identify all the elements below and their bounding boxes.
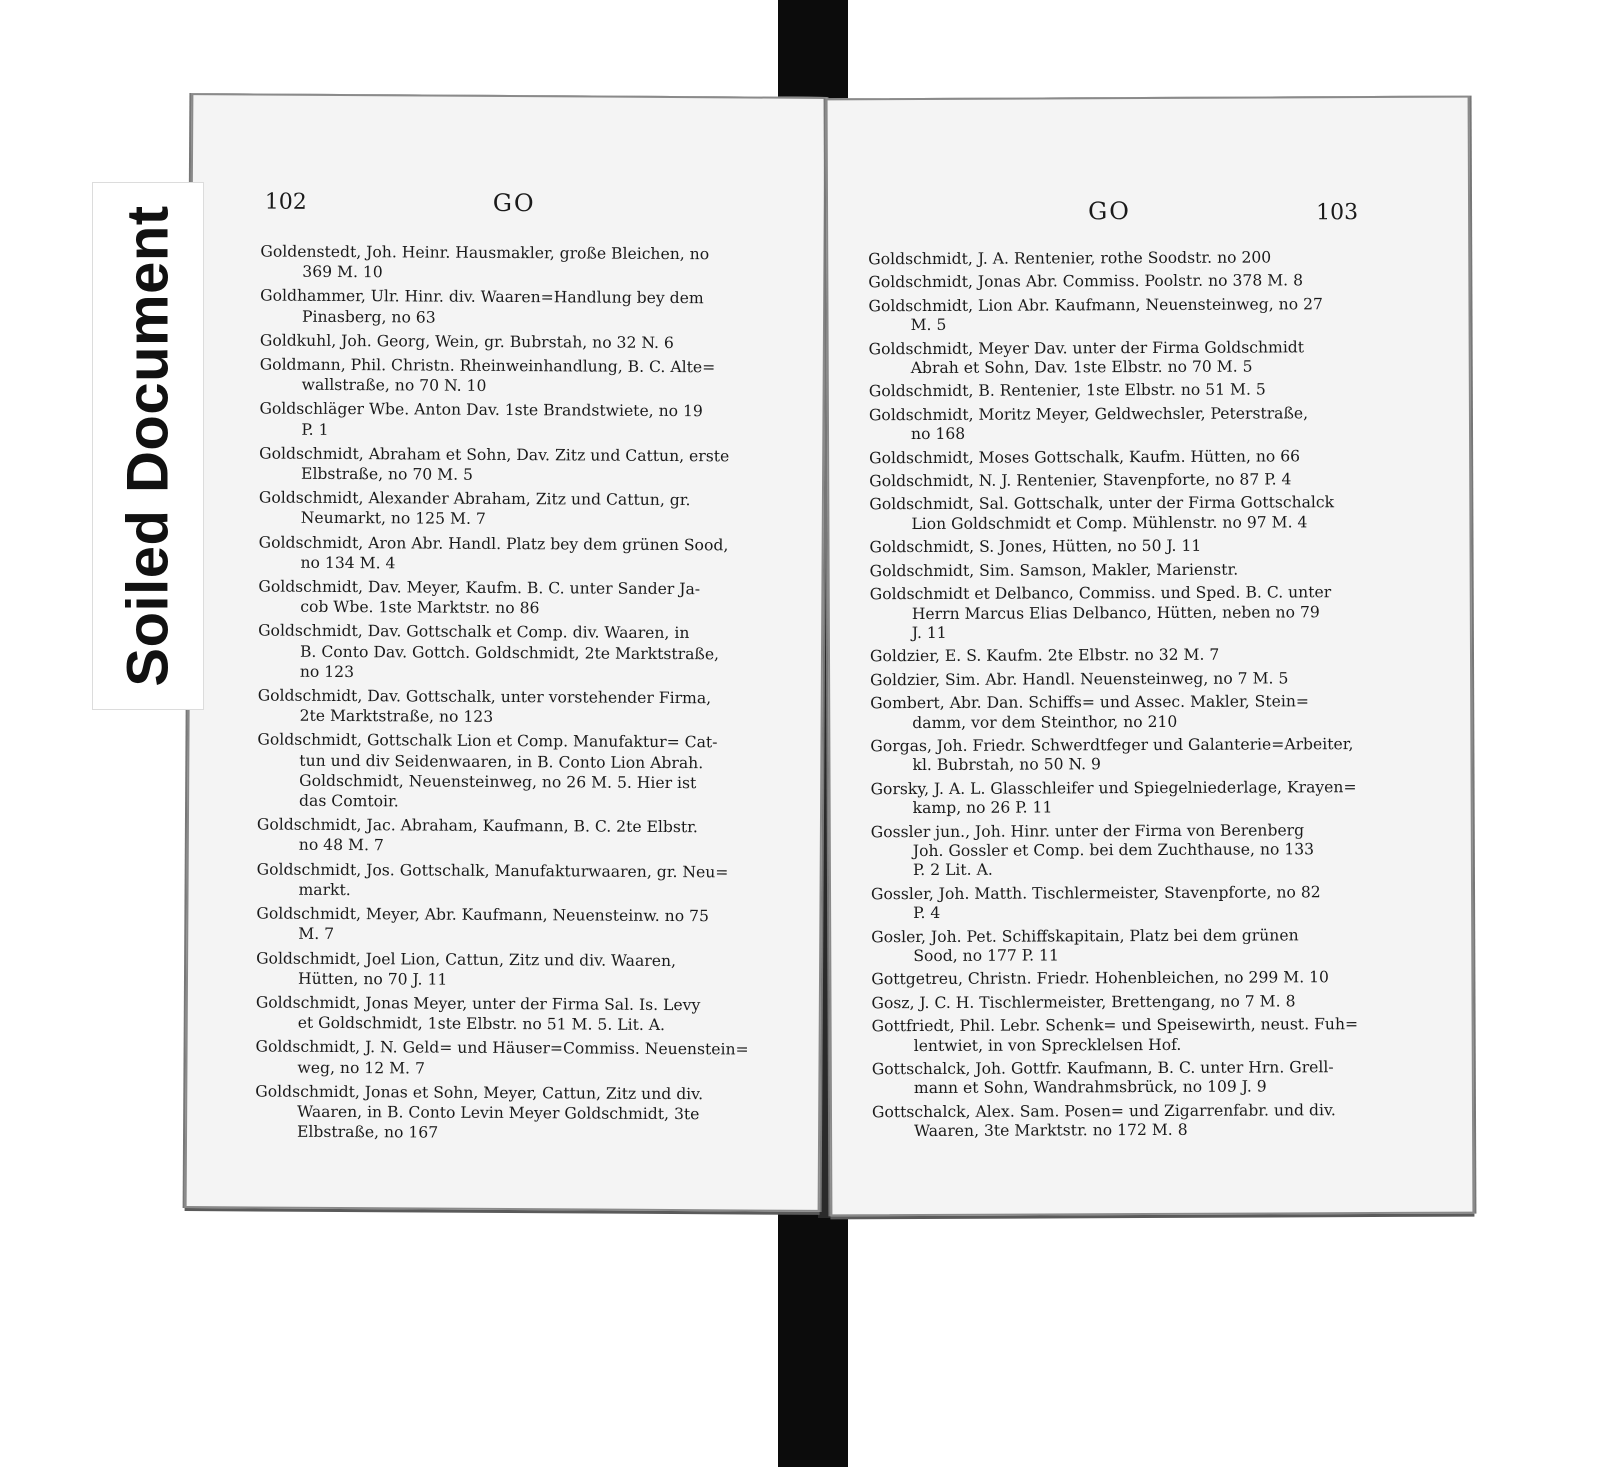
soiled-document-text: Soiled Document bbox=[115, 205, 181, 687]
directory-entry: Goldschmidt et Delbanco, Commiss. und Sped. B. C. unter Herrn Marcus Elias Delbanco, Hütten, neben no 79 J. 11 bbox=[869, 583, 1332, 642]
directory-entry: Gombert, Abr. Dan. Schiffs= und Assec. Makler, Stein= damm, vor dem Steinthor, no 210 bbox=[870, 692, 1309, 732]
directory-entry: Goldschmidt, Moritz Meyer, Geldwechsler, Peterstraße, no 168 bbox=[868, 404, 1309, 444]
directory-entry: Gossler, Joh. Matth. Tischlermeister, Stavenpforte, no 82 P. 4 bbox=[870, 883, 1321, 923]
directory-entry: Goldschmidt, Jonas et Sohn, Meyer, Cattun, Zitz und div. Waaren, in B. Conto Levin Meyer Goldschmidt, 3te Elbstraße, no 167 bbox=[255, 1082, 704, 1142]
directory-entry: Goldschmidt, N. J. Rentenier, Stavenpforte, no 87 P. 4 bbox=[869, 470, 1292, 491]
directory-entry: Goldschmidt, Dav. Gottschalk et Comp. div. Waaren, in B. Conto Dav. Gottch. Goldschmidt, 2te Marktstraße, no 123 bbox=[258, 621, 720, 681]
directory-entry: Gottgetreu, Christn. Friedr. Hohenbleichen, no 299 M. 10 bbox=[871, 968, 1329, 989]
left-page bbox=[185, 93, 827, 1212]
directory-entry: Goldzier, Sim. Abr. Handl. Neuensteinweg, no 7 M. 5 bbox=[870, 669, 1289, 689]
directory-entry: Goldmann, Phil. Christn. Rheinweinhandlung, B. C. Alte= wallstraße, no 70 N. 10 bbox=[259, 355, 716, 396]
directory-entry: Goldschmidt, Moses Gottschalk, Kaufm. Hütten, no 66 bbox=[869, 446, 1301, 467]
directory-entries-left bbox=[255, 241, 757, 1148]
directory-entry: Goldschmidt, Abraham et Sohn, Dav. Zitz und Cattun, erste Elbstraße, no 70 M. 5 bbox=[259, 444, 730, 484]
directory-entry: Gossler jun., Joh. Hinr. unter der Firma von Berenberg Joh. Gossler et Comp. bei dem Zuchthause, no 133 P. 2 Lit. A. bbox=[870, 820, 1315, 880]
directory-entry: Goldschmidt, Alexander Abraham, Zitz und Cattun, gr. Neumarkt, no 125 M. 7 bbox=[258, 488, 691, 529]
binding-stripe-bottom bbox=[778, 1210, 848, 1467]
directory-entry: Goldschmidt, Meyer Dav. unter der Firma Goldschmidt Abrah et Sohn, Dav. 1ste Elbstr. no 70 M. 5 bbox=[868, 337, 1305, 378]
directory-entry: Goldschmidt, Aron Abr. Handl. Platz bey dem grünen Sood, no 134 M. 4 bbox=[258, 533, 729, 573]
directory-entry: Goldschmidt, Dav. Meyer, Kaufm. B. C. unter Sander Ja- cob Wbe. 1ste Marktstr. no 86 bbox=[258, 577, 701, 618]
directory-entry: Goldschmidt, J. N. Geld= und Häuser=Commiss. Neuenstein= weg, no 12 M. 7 bbox=[255, 1037, 749, 1078]
directory-entry: Gosler, Joh. Pet. Schiffskapitain, Platz bei dem grünen Sood, no 177 P. 11 bbox=[871, 925, 1299, 966]
directory-entries-right bbox=[868, 248, 1372, 1146]
directory-entry: Goldschmidt, Jac. Abraham, Kaufmann, B. C. 2te Elbstr. no 48 M. 7 bbox=[256, 815, 698, 855]
directory-entry: Goldschläger Wbe. Anton Dav. 1ste Brandstwiete, no 19 P. 1 bbox=[259, 399, 703, 439]
directory-entry: Goldschmidt, S. Jones, Hütten, no 50 J. 11 bbox=[869, 537, 1202, 557]
directory-entry: Goldhammer, Ulr. Hinr. div. Waaren=Handlung bey dem Pinasberg, no 63 bbox=[260, 286, 704, 327]
directory-entry: Goldschmidt, Gottschalk Lion et Comp. Manufaktur= Cat- tun und div Seidenwaaren, in B. Conto Lion Abrah. Goldschmidt, Neuensteinweg, no 26 M. 5. Hier ist das Comtoir. bbox=[257, 730, 718, 811]
directory-entry: Goldschmidt, Jos. Gottschalk, Manufakturwaaren, gr. Neu= markt. bbox=[256, 860, 729, 899]
running-head-right: GO bbox=[1087, 197, 1131, 226]
directory-entry: Goldschmidt, Jonas Meyer, unter der Firma Sal. Is. Levy et Goldschmidt, 1ste Elbstr. no 51 M. 5. Lit. A. bbox=[255, 993, 701, 1035]
directory-entry: Goldschmidt, Sim. Samson, Makler, Marienstr. bbox=[869, 560, 1239, 580]
directory-entry: Goldschmidt, Jonas Abr. Commiss. Poolstr. no 378 M. 8 bbox=[868, 271, 1304, 292]
page-number-left: 102 bbox=[264, 189, 307, 215]
soiled-document-label bbox=[92, 182, 204, 710]
directory-entry: Goldzier, E. S. Kaufm. 2te Elbstr. no 32 M. 7 bbox=[869, 646, 1220, 666]
running-head-left: GO bbox=[492, 188, 536, 218]
directory-entry: Goldenstedt, Joh. Heinr. Hausmakler, große Bleichen, no 369 M. 10 bbox=[260, 242, 710, 282]
directory-entry: Goldschmidt, Sal. Gottschalk, unter der Firma Gottschalck Lion Goldschmidt et Comp. Mühlenstr. no 97 M. 4 bbox=[869, 493, 1335, 533]
directory-entry: Goldkuhl, Joh. Georg, Wein, gr. Bubrstah, no 32 N. 6 bbox=[259, 331, 674, 352]
directory-entry: Gorgas, Joh. Friedr. Schwerdtfeger und Galanterie=Arbeiter, kl. Bubrstah, no 50 N. 9 bbox=[870, 735, 1354, 775]
directory-entry: Gosz, J. C. H. Tischlermeister, Brettengang, no 7 M. 8 bbox=[871, 992, 1296, 1013]
directory-entry: Gottschalck, Joh. Gottfr. Kaufmann, B. C. unter Hrn. Grell- mann et Sohn, Wandrahmsbrück, no 109 J. 9 bbox=[871, 1058, 1334, 1098]
directory-entry: Gorsky, J. A. L. Glasschleifer und Spiegelniederlage, Krayen= kamp, no 26 P. 11 bbox=[870, 777, 1357, 818]
directory-entry: Gottschalck, Alex. Sam. Posen= und Zigarrenfabr. und div. Waaren, 3te Marktstr. no 172 M. 8 bbox=[871, 1101, 1336, 1141]
right-page bbox=[826, 96, 1475, 1217]
directory-entry: Gottfriedt, Phil. Lebr. Schenk= und Speisewirth, neust. Fuh= lentwiet, in von Sprecklelsen Hof. bbox=[871, 1015, 1359, 1055]
directory-entry: Goldschmidt, Joel Lion, Cattun, Zitz und div. Waaren, Hütten, no 70 J. 11 bbox=[256, 948, 677, 989]
directory-entry: Goldschmidt, Meyer, Abr. Kaufmann, Neuensteinw. no 75 M. 7 bbox=[256, 904, 709, 944]
directory-entry: Goldschmidt, J. A. Rentenier, rothe Soodstr. no 200 bbox=[868, 248, 1272, 269]
page-number-right: 103 bbox=[1316, 200, 1359, 226]
directory-entry: Goldschmidt, Lion Abr. Kaufmann, Neuensteinweg, no 27 M. 5 bbox=[868, 295, 1323, 335]
directory-entry: Goldschmidt, Dav. Gottschalk, unter vorstehender Firma, 2te Marktstraße, no 123 bbox=[257, 686, 712, 727]
directory-entry: Goldschmidt, B. Rentenier, 1ste Elbstr. no 51 M. 5 bbox=[868, 380, 1266, 401]
